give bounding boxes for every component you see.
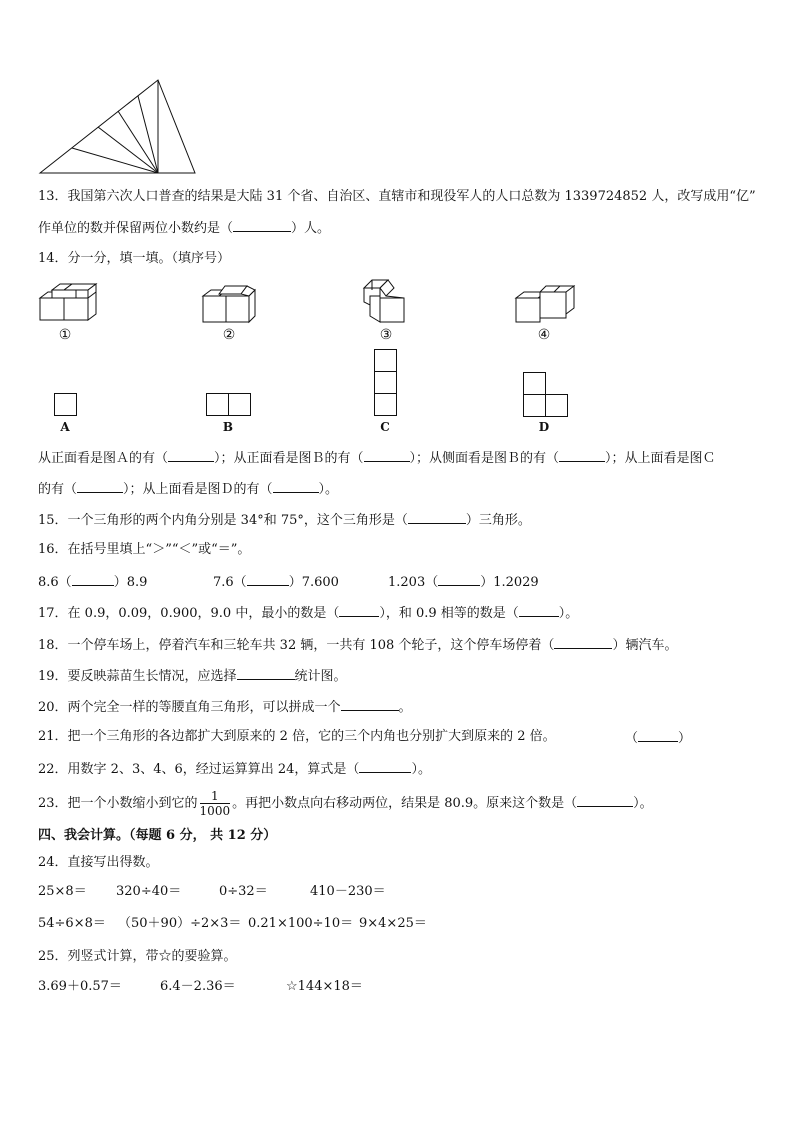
view-c-figure [374,349,398,417]
q16-text: ）1.2029 [480,575,539,590]
view-label-c: C [380,420,390,434]
q24-r1c3: 0÷32＝ [219,884,268,899]
q24-r2c4: 9×4×25＝ [359,916,427,931]
q16-blank-3[interactable] [438,573,480,586]
q18-text: 18．一个停车场上，停着汽车和三轮车共 32 辆，一共有 108 个轮子，这个停车场停着（ [38,638,555,653]
q22-blank[interactable] [359,760,411,773]
q17 [38,604,578,622]
q14-text: ）；从侧面看是图Ｂ的有（ [409,451,560,466]
q18-text: ）辆汽车。 [612,638,678,653]
q17-text: ），和 0.9 相等的数是（ [379,606,519,621]
q25-item-1: 3.69＋0.57＝ [38,979,122,994]
q22-text: ）。 [411,762,431,777]
view-label-a: A [60,420,70,434]
q20-text: 20．两个完全一样的等腰直角三角形，可以拼成一个 [38,700,341,715]
q16-text: ）8.9 [113,575,148,590]
q17-text: ）。 [558,606,579,621]
q13-line1: 13．我国第六次人口普查的结果是大陆 31 个省、自治区、直辖市和现役军人的人口总数为 1339724852 人，改写成用“亿” [38,189,756,204]
q16-text: 7.6（ [213,575,247,590]
shape-label-1: ① [58,327,72,343]
q14-text: ）。 [318,482,339,497]
q21-text: （ [625,731,639,746]
view-d-figure [523,372,569,418]
cube-shape-1 [40,284,96,326]
q25-title: 25．列竖式计算，带☆的要验算。 [38,949,237,964]
q14-text: ）；从上面看是图Ｃ [605,451,716,466]
fraction-denominator: 1000 [199,804,231,818]
q21-text: ） [678,731,692,746]
view-label-b: B [222,420,234,434]
q14-blank-5[interactable] [273,480,319,493]
q24-r2c3: 0.21×100÷10＝ [248,916,354,931]
q13-text-a: 作单位的数并保留两位小数约是（ [38,221,234,236]
fraction-numerator: 1 [200,789,231,804]
q14-title: 14．分一分，填一填。（填序号） [38,251,231,266]
view-a-figure [54,393,78,417]
q24-r1c4: 410－230＝ [310,884,386,899]
cube-shape-4 [516,286,574,324]
q14-text: ）；从上面看是图Ｄ的有（ [123,482,273,497]
q16-item-2 [213,573,339,591]
triangle-figure [38,78,198,174]
q13-answer-blank[interactable] [233,219,291,232]
q25-item-3: ☆144×18＝ [286,979,363,994]
q23-blank[interactable] [577,794,633,807]
q20 [38,698,412,716]
q24-r1c2: 320÷40＝ [116,884,182,899]
q24-r1c1: 25×8＝ [38,884,87,899]
cube-shape-2 [203,286,255,324]
q21-judge [625,729,691,747]
q17-blank-1[interactable] [339,604,379,617]
q19-text: 19．要反映蒜苗生长情况，应选择 [38,669,237,684]
q15-blank[interactable] [408,511,466,524]
cube-shape-3 [364,280,406,324]
q23-text: 。再把小数点向右移动两位，结果是 80.9。原来这个数是（ [232,796,578,811]
q13-line2 [38,219,330,237]
q21 [38,729,556,745]
q20-blank[interactable] [341,698,399,711]
shape-label-2: ② [222,327,236,343]
q15-text: ）三角形。 [465,513,531,528]
q16-text: 8.6（ [38,575,72,590]
q16-blank-2[interactable] [247,573,289,586]
q23 [38,787,653,821]
q14-line2 [38,480,338,498]
q23-fraction [200,789,231,818]
q14-blank-2[interactable] [364,449,410,462]
view-label-d: D [538,420,550,434]
view-b-figure [206,393,252,417]
q23-text: ）。 [633,796,653,811]
q19-text: 统计图。 [294,669,347,684]
shape-label-4: ④ [537,327,551,343]
q19 [38,667,347,685]
q24-r2c2: （50＋90）÷2×3＝ [118,916,242,931]
q14-text: 的有（ [38,482,78,497]
q16-text: 1.203（ [388,575,439,590]
q16-item-1 [38,573,147,591]
q21-text: 21．把一个三角形的各边都扩大到原来的 2 倍，它的三个内角也分别扩大到原来的 2 倍。 [38,729,556,744]
section-4-heading: 四、我会计算。（每题 6 分， 共 12 分） [38,828,277,843]
q21-blank[interactable] [638,729,678,742]
q15 [38,511,531,529]
q14-blank-1[interactable] [168,449,214,462]
shape-label-3: ③ [379,327,393,343]
q14-line1 [38,449,716,467]
q14-blank-4[interactable] [77,480,123,493]
q17-text: 17．在 0.9，0.09，0.900，9.0 中，最小的数是（ [38,606,340,621]
q20-text: 。 [398,700,412,715]
q23-text: 23．把一个小数缩小到它的 [38,796,198,811]
q24-title: 24．直接写出得数。 [38,855,159,870]
q18-blank[interactable] [554,636,612,649]
q19-blank[interactable] [237,667,295,680]
q16-text: ）7.600 [288,575,339,590]
q24-r2c1: 54÷6×8＝ [38,916,106,931]
q22-text: 22．用数字 2、3、4、6，经过运算算出 24，算式是（ [38,762,360,777]
q22 [38,760,431,778]
q14-blank-3[interactable] [559,449,605,462]
q14-text: ）；从正面看是图Ｂ的有（ [214,451,364,466]
q16-item-3 [388,573,539,591]
q15-text: 15．一个三角形的两个内角分别是 34°和 75°，这个三角形是（ [38,513,408,528]
q13-text-b: ）人。 [291,221,331,236]
q17-blank-2[interactable] [519,604,559,617]
q16-title: 16．在括号里填上“＞”“＜”或“＝”。 [38,542,251,557]
q16-blank-1[interactable] [72,573,114,586]
q14-text: 从正面看是图Ａ的有（ [38,451,169,466]
q18 [38,636,677,654]
q25-item-2: 6.4－2.36＝ [160,979,236,994]
